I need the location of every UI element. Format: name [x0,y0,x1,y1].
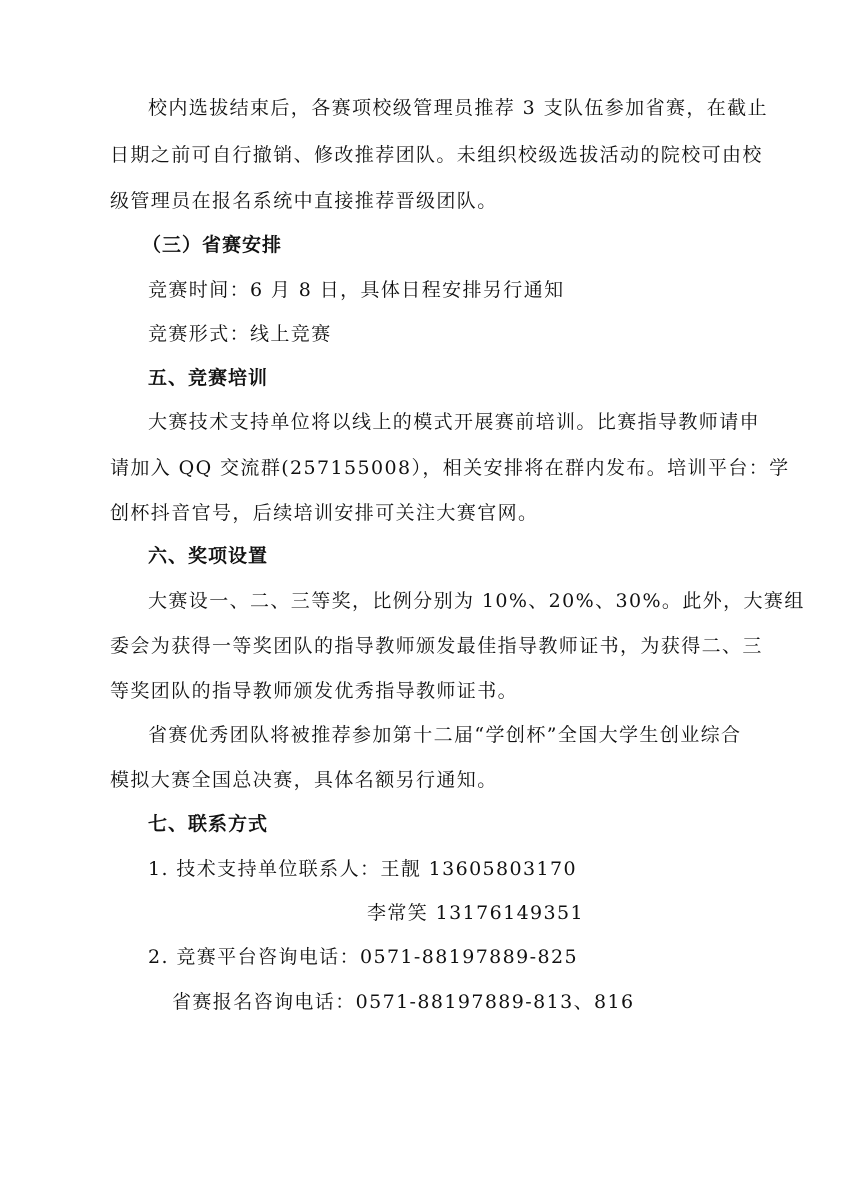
training-paragraph-line-3: 创杯抖音官号，后续培训安排可关注大赛官网。 [110,502,539,524]
contact-tech-support-second: 李常笑 13176149351 [367,902,585,924]
training-paragraph-line-1: 大赛技术支持单位将以线上的模式开展赛前培训。比赛指导教师请申 [148,411,761,433]
awards-paragraph-line-2: 委会为获得一等奖团队的指导教师颁发最佳指导教师证书，为获得二、三 [110,635,763,657]
training-heading: 五、竞赛培训 [148,367,269,389]
awards-paragraph-line-1: 大赛设一、二、三等奖，比例分别为 10%、20%、30%。此外，大赛组 [148,590,805,612]
selection-paragraph-line-3: 级管理员在报名系统中直接推荐晋级团队。 [110,190,498,212]
recommend-paragraph-line-1: 省赛优秀团队将被推荐参加第十二届“学创杯”全国大学生创业综合 [148,724,742,746]
contact-registration-phone: 省赛报名咨询电话：0571-88197889-813、816 [172,991,635,1013]
contact-platform-phone: 2. 竞赛平台咨询电话：0571-88197889-825 [148,946,578,968]
provincial-heading: （三）省赛安排 [142,234,283,256]
awards-paragraph-line-3: 等奖团队的指导教师颁发优秀指导教师证书。 [110,680,519,702]
selection-paragraph-line-1: 校内选拔结束后，各赛项校级管理员推荐 3 支队伍参加省赛，在截止 [148,97,768,119]
awards-heading: 六、奖项设置 [148,545,269,567]
competition-time: 竞赛时间：6 月 8 日，具体日程安排另行通知 [148,279,565,301]
training-paragraph-line-2: 请加入 QQ 交流群(257155008），相关安排将在群内发布。培训平台：学 [110,457,790,479]
contact-tech-support: 1. 技术支持单位联系人：王靓 13605803170 [148,858,577,880]
contact-heading: 七、联系方式 [148,813,269,835]
recommend-paragraph-line-2: 模拟大赛全国总决赛，具体名额另行通知。 [110,769,498,791]
selection-paragraph-line-2: 日期之前可自行撤销、修改推荐团队。未组织校级选拔活动的院校可由校 [110,144,763,166]
competition-form: 竞赛形式：线上竞赛 [148,323,332,345]
